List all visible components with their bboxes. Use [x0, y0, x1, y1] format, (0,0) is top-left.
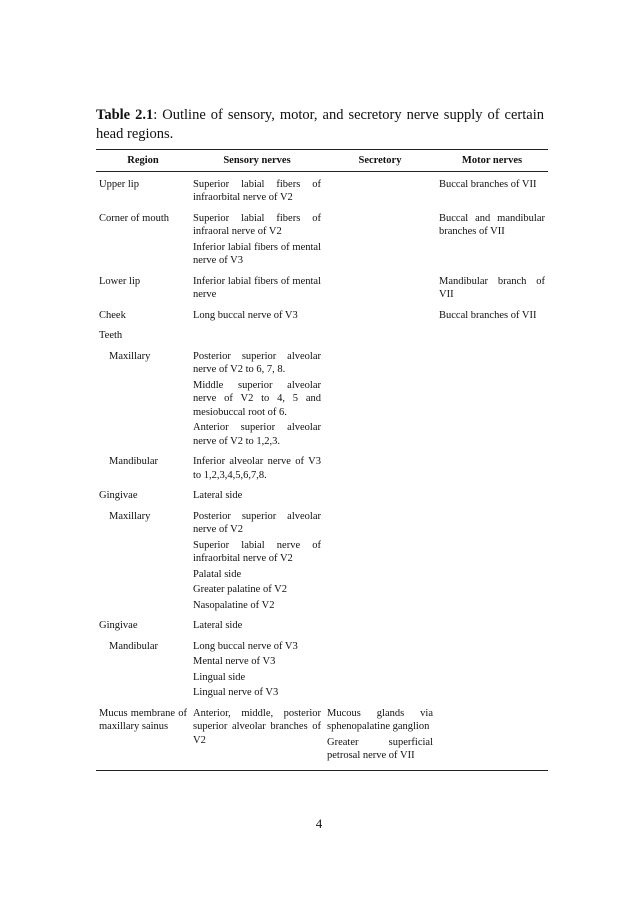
region-label: Gingivae — [99, 490, 138, 501]
region-cell — [96, 350, 190, 456]
motor-cell — [436, 212, 548, 275]
sensory-nerve-text: Palatal side — [193, 568, 242, 580]
region-cell — [96, 707, 190, 771]
motor-cell — [436, 510, 548, 620]
sensory-cell — [190, 275, 324, 309]
region-cell — [96, 329, 190, 350]
table-row — [96, 275, 548, 309]
sensory-cell — [190, 329, 324, 350]
sensory-cell — [190, 510, 324, 620]
motor-nerve-text: Buccal branches of VII — [439, 309, 537, 321]
region-cell — [96, 309, 190, 330]
secretory-cell — [324, 707, 436, 771]
table-caption — [96, 106, 544, 144]
secretory-text: Mucous glands via sphenopalatine ganglion — [327, 707, 433, 732]
motor-cell — [436, 640, 548, 707]
sensory-nerve-text: Inferior labial fibers of mental nerve of V3 — [193, 241, 321, 266]
region-cell — [96, 275, 190, 309]
secretory-text: Greater superficial petrosal nerve of VII — [327, 736, 433, 761]
secretory-cell — [324, 455, 436, 489]
table-row — [96, 212, 548, 275]
motor-cell — [436, 619, 548, 640]
region-label: Mandibular — [109, 640, 158, 652]
table-label: Table 2.1 — [96, 107, 154, 123]
sensory-nerve-text: Long buccal nerve of V3 — [193, 640, 298, 652]
region-cell — [96, 640, 190, 707]
sensory-nerve-text: Posterior superior alveolar nerve of V2 — [193, 510, 321, 535]
table-row — [96, 707, 548, 771]
sensory-cell — [190, 350, 324, 456]
motor-nerve-text: Mandibular branch of VII — [439, 275, 545, 300]
table-row — [96, 489, 548, 510]
secretory-cell — [324, 619, 436, 640]
sensory-nerve-text: Superior labial fibers of infraorbital nerve of V2 — [193, 178, 321, 203]
region-label: Maxillary — [109, 510, 151, 522]
header-region: Region — [96, 150, 190, 172]
region-label: Mandibular — [109, 456, 158, 467]
sensory-nerve-text: Superior labial fibers of infraoral nerve of V2 — [193, 212, 321, 237]
sensory-nerve-text: Mental nerve of V3 — [193, 656, 276, 667]
sensory-nerve-text: Anterior, middle, posterior superior alveolar branches of V2 — [193, 707, 321, 746]
region-cell — [96, 455, 190, 489]
table-row — [96, 640, 548, 707]
motor-cell — [436, 171, 548, 212]
secretory-cell — [324, 350, 436, 456]
sensory-cell — [190, 707, 324, 771]
sensory-nerve-text: Long buccal nerve of V3 — [193, 309, 298, 321]
table-row — [96, 510, 548, 620]
table-row — [96, 171, 548, 212]
motor-cell — [436, 309, 548, 330]
region-label: Cheek — [99, 309, 126, 321]
secretory-cell — [324, 489, 436, 510]
sensory-nerve-text: Middle superior alveolar nerve of V2 to 4, 5 and mesiobuccal root of 6. — [193, 379, 321, 418]
motor-cell — [436, 275, 548, 309]
region-cell — [96, 510, 190, 620]
secretory-cell — [324, 309, 436, 330]
sensory-nerve-text: Anterior superior alveolar nerve of V2 to 1,2,3. — [193, 422, 321, 447]
table-row — [96, 329, 548, 350]
region-label: Mucus membrane of maxillary sainus — [99, 707, 187, 732]
sensory-cell — [190, 619, 324, 640]
sensory-cell — [190, 640, 324, 707]
region-cell — [96, 619, 190, 640]
region-label: Corner of mouth — [99, 212, 169, 224]
motor-cell — [436, 350, 548, 456]
secretory-cell — [324, 510, 436, 620]
region-label: Teeth — [99, 330, 123, 341]
sensory-nerve-text: Greater palatine of V2 — [193, 584, 287, 595]
table-row — [96, 619, 548, 640]
region-label: Upper lip — [99, 178, 139, 190]
region-cell — [96, 171, 190, 212]
region-label: Lower lip — [99, 275, 141, 287]
region-cell — [96, 212, 190, 275]
table-caption-text: : Outline of sensory, motor, and secretory nerve supply of certain head regions. — [96, 107, 544, 142]
secretory-cell — [324, 171, 436, 212]
sensory-nerve-text: Superior labial nerve of infraorbital nerve of V2 — [193, 539, 321, 564]
sensory-nerve-text: Lateral side — [193, 620, 243, 631]
header-secretory: Secretory — [324, 150, 436, 172]
motor-cell — [436, 707, 548, 771]
motor-cell — [436, 489, 548, 510]
page-number: 4 — [315, 816, 323, 831]
motor-nerve-text: Buccal branches of VII — [439, 178, 537, 190]
secretory-cell — [324, 212, 436, 275]
motor-cell — [436, 455, 548, 489]
region-label: Maxillary — [109, 350, 151, 362]
secretory-cell — [324, 640, 436, 707]
sensory-nerve-text: Inferior alveolar nerve of V3 to 1,2,3,4,5,6,7,8. — [193, 456, 321, 481]
sensory-cell — [190, 455, 324, 489]
sensory-nerve-text: Lingual nerve of V3 — [193, 687, 279, 698]
table-row — [96, 309, 548, 330]
table-header-row — [96, 150, 548, 172]
sensory-cell — [190, 489, 324, 510]
sensory-cell — [190, 309, 324, 330]
header-motor: Motor nerves — [436, 150, 548, 172]
table-body — [96, 171, 548, 770]
sensory-nerve-text: Nasopalatine of V2 — [193, 599, 275, 611]
nerve-supply-table — [96, 149, 548, 771]
table-row — [96, 455, 548, 489]
secretory-cell — [324, 329, 436, 350]
secretory-cell — [324, 275, 436, 309]
sensory-nerve-text: Lateral side — [193, 490, 243, 501]
motor-cell — [436, 329, 548, 350]
motor-nerve-text: Buccal and mandibular branches of VII — [439, 212, 545, 237]
sensory-nerve-text: Posterior superior alveolar nerve of V2 to 6, 7, 8. — [193, 350, 321, 375]
sensory-nerve-text: Inferior labial fibers of mental nerve — [193, 275, 321, 300]
region-label: Gingivae — [99, 620, 138, 631]
sensory-nerve-text: Lingual side — [193, 671, 246, 683]
header-sensory: Sensory nerves — [190, 150, 324, 172]
table-row — [96, 350, 548, 456]
region-cell — [96, 489, 190, 510]
sensory-cell — [190, 171, 324, 212]
sensory-cell — [190, 212, 324, 275]
